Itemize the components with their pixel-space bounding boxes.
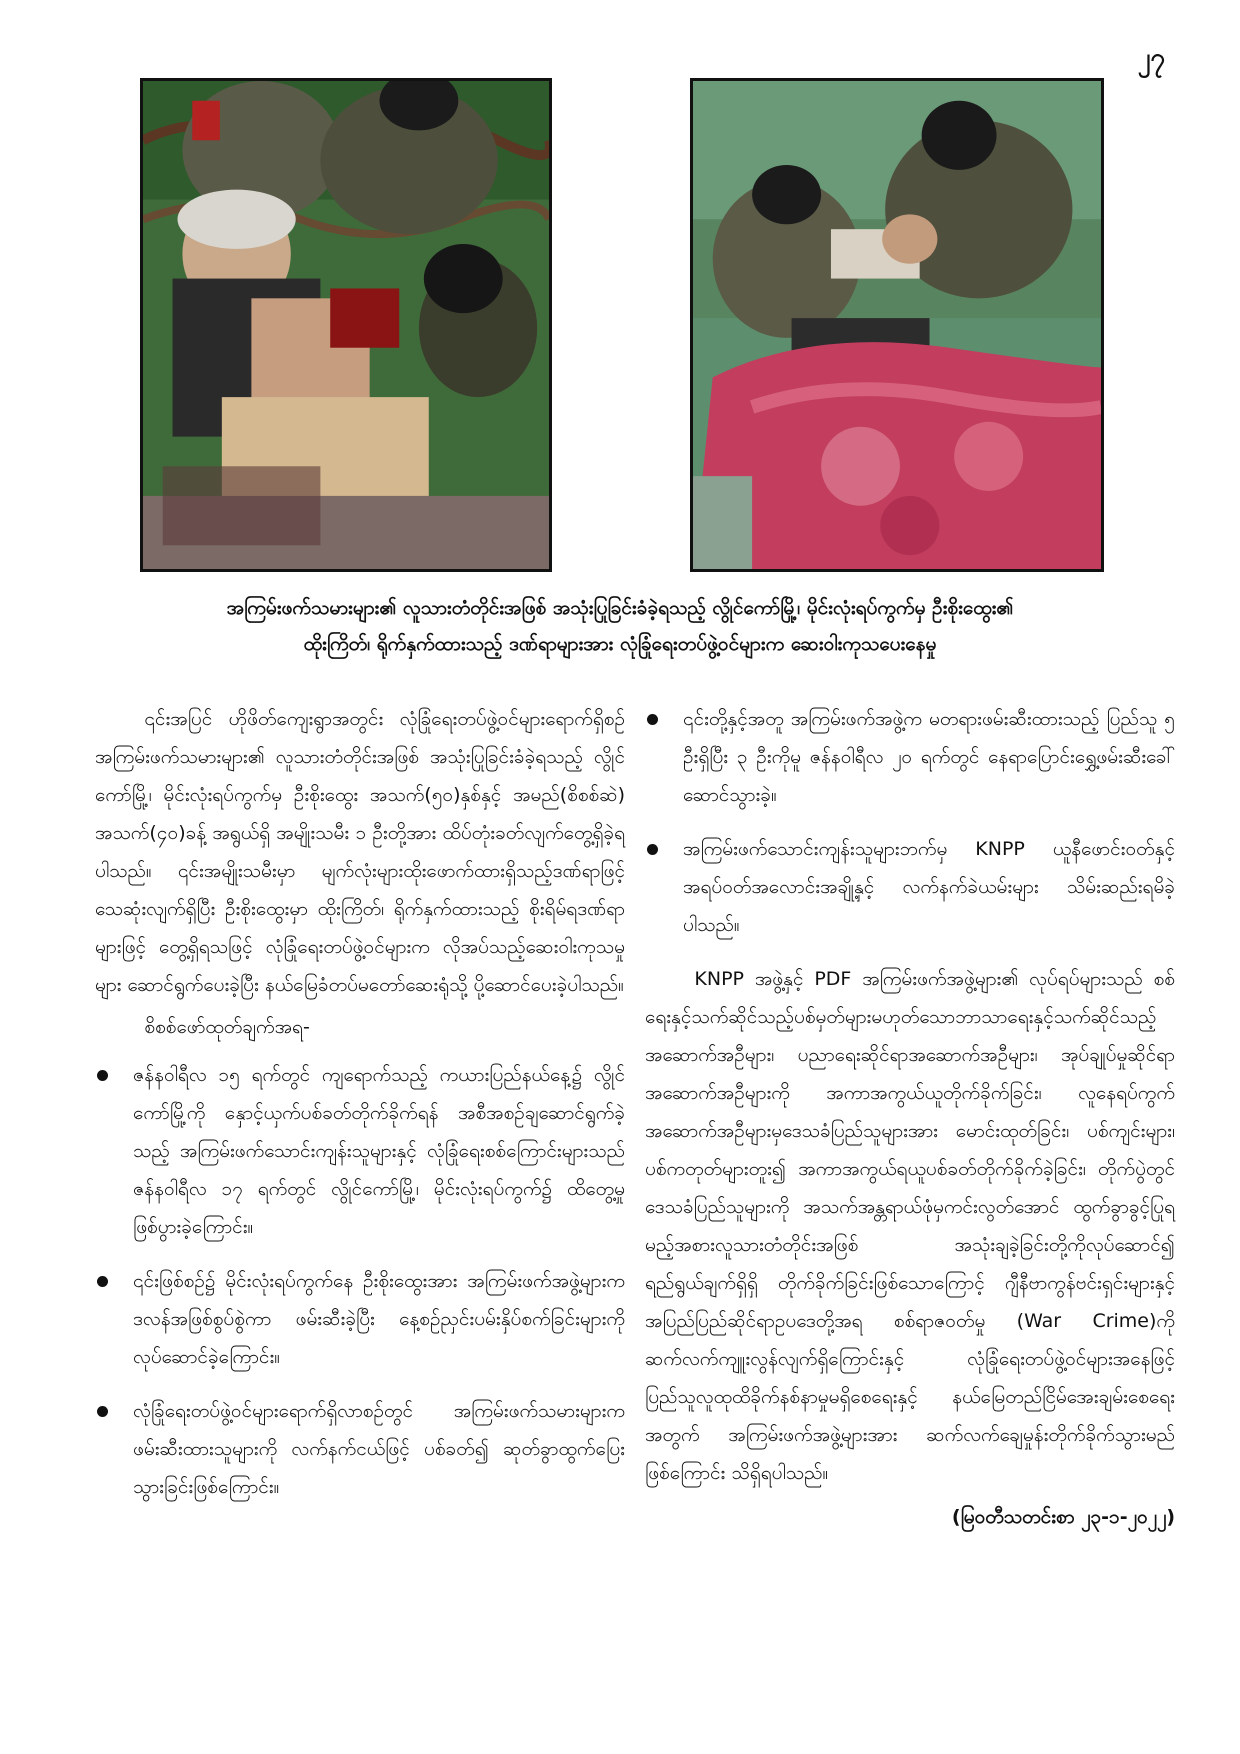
list-item: ဇန်နဝါရီလ ၁၅ ရက်တွင် ကျရောက်သည့် ကယားပြည်နယ်နေ့၌ လွိုင်ကော်မြို့ကို နှောင့်ယှက်ပစ်ခတ်တိုက်ခိုက်ရန် အစီအစဉ်ချဆောင်ရွက်ခဲ့သည့် အကြမ်းဖက်သောင်းကျန်းသူများနှင့် လုံခြုံရေးစစ်ကြောင်းများသည် ဇန်နဝါရီလ ၁၇ ရက်တွင် လွိုင်ကော်မြို့၊ မိုင်းလုံးရပ်ကွက်၌ ထိတွေ့မှုဖြစ်ပွားခဲ့ကြောင်း။ xyxy=(95,1056,625,1246)
list-item: ၎င်းတို့နှင့်အတူ အကြမ်းဖက်အဖွဲ့က မတရားဖမ်းဆီးထားသည့် ပြည်သူ ၅ ဦးရှိပြီး ၃ ဦးကိုမူ ဇန်နဝါရီလ ၂၀ ရက်တွင် နေရာပြောင်းရွှေ့ဖမ်းဆီးခေါ်ဆောင်သွားခဲ့။ xyxy=(645,700,1175,814)
photo-elderly-man-army-medics xyxy=(140,78,552,572)
findings-heading: စိစစ်ဖော်ထုတ်ချက်အရ- xyxy=(144,1016,310,1038)
findings-list xyxy=(95,1056,625,1506)
bullet-icon xyxy=(97,1276,108,1287)
caption-line-2: ထိုးကြိတ်၊ ရိုက်နှက်ထားသည့် ဒဏ်ရာများအား လုံခြုံရေးတပ်ဖွဲ့ဝင်များက ဆေးဝါးကုသပေးနေမှု xyxy=(303,633,937,655)
page-number: ၂၇ xyxy=(1137,43,1165,73)
bullet-icon xyxy=(647,844,658,855)
photo-caption xyxy=(90,590,1150,662)
right-column xyxy=(645,700,1175,1536)
list-item: အကြမ်းဖက်သောင်းကျန်းသူများဘက်မှ KNPP ယူနီဖောင်းဝတ်နှင့် အရပ်ဝတ်အလောင်းအချို့နှင့် လက်နက်ခဲယမ်းများ သိမ်းဆည်းရမိခဲ့ပါသည်။ xyxy=(645,830,1175,944)
list-item: လုံခြုံရေးတပ်ဖွဲ့ဝင်များရောက်ရှိလာစဉ်တွင် အကြမ်းဖက်သမားများက ဖမ်းဆီးထားသူများကို လက်နက်ငယ်ဖြင့် ပစ်ခတ်၍ ဆုတ်ခွာထွက်ပြေးသွားခြင်းဖြစ်ကြောင်း။ xyxy=(95,1392,625,1506)
left-column xyxy=(95,700,625,1522)
bullet-icon xyxy=(97,1406,108,1417)
conclusion-paragraph: KNPP အဖွဲ့နှင့် PDF အကြမ်းဖက်အဖွဲ့များ၏ လုပ်ရပ်များသည် စစ်ရေးနှင့်သက်ဆိုင်သည့်ပစ်မှတ်များမဟုတ်သောဘာသာရေးနှင့်သက်ဆိုင်သည့် အဆောက်အဦများ၊ ပညာရေးဆိုင်ရာအဆောက်အဦများ၊ အုပ်ချုပ်မှုဆိုင်ရာအဆောက်အဦများကို အကာအကွယ်ယူတိုက်ခိုက်ခြင်း၊ လူနေရပ်ကွက်အဆောက်အဦများမှဒေသခံပြည်သူများအား မောင်းထုတ်ခြင်း၊ ပစ်ကျင်းများ၊ ပစ်ကတုတ်များတူး၍ အကာအကွယ်ရယူပစ်ခတ်တိုက်ခိုက်ခဲ့ခြင်း၊ တိုက်ပွဲတွင် ဒေသခံပြည်သူများကို အသက်အန္တရာယ်ဖုံမှကင်းလွတ်အောင် ထွက်ခွာခွင့်ပြုရမည့်အစားလူသားတံတိုင်းအဖြစ် အသုံးချခဲ့ခြင်းတို့ကိုလုပ်ဆောင်၍ ရည်ရွယ်ချက်ရှိရှိ တိုက်ခိုက်ခြင်းဖြစ်သောကြောင့် ဂျီနီဗာကွန်ဗင်းရှင်းများနှင့် အပြည်ပြည်ဆိုင်ရာဥပဒေတို့အရ စစ်ရာဇဝတ်မှု (War Crime)ကို ဆက်လက်ကျူးလွန်လျက်ရှိကြောင်းနှင့် လုံခြုံရေးတပ်ဖွဲ့ဝင်များအနေဖြင့် ပြည်သူလူထုထိခိုက်နစ်နာမှုမရှိစေရေးနှင့် နယ်မြေတည်ငြိမ်အေးချမ်းစေရေးအတွက် အကြမ်းဖက်အဖွဲ့များအား ဆက်လက်ချေမှုန်းတိုက်ခိုက်သွားမည်ဖြစ်ကြောင်း သိရှိရပါသည်။ xyxy=(645,968,1175,1484)
findings-list-continued xyxy=(645,700,1175,944)
bullet-icon xyxy=(647,714,658,725)
bullet-icon xyxy=(97,1070,108,1081)
list-item: ၎င်းဖြစ်စဉ်၌ မိုင်းလုံးရပ်ကွက်နေ ဦးစိုးထွေးအား အကြမ်းဖက်အဖွဲ့များက ဒလန်အဖြစ်စွပ်စွဲကာ ဖမ်းဆီးခဲ့ပြီး နေ့စဉ်ညှင်းပမ်းနှိပ်စက်ခြင်းများကို လုပ်ဆောင်ခဲ့ကြောင်း။ xyxy=(95,1262,625,1376)
intro-paragraph: ၎င်းအပြင် ဟိုဖိတ်ကျေးရွာအတွင်း လုံခြုံရေးတပ်ဖွဲ့ဝင်များရောက်ရှိစဉ် အကြမ်းဖက်သမားများ၏ လူသားတံတိုင်းအဖြစ် အသုံးပြုခြင်းခံခဲ့ရသည့် လွိုင်ကော်မြို့၊ မိုင်းလုံးရပ်ကွက်မှ ဦးစိုးထွေး အသက်(၅၀)နှစ်နှင့် အမည်(စိစစ်ဆဲ) အသက်(၄၀)ခန့် အရွယ်ရှိ အမျိုးသမီး ၁ ဦးတို့အား ထိပ်တုံးခတ်လျက်တွေ့ရှိခဲ့ရပါသည်။ ၎င်းအမျိုးသမီးမှာ မျက်လုံးများထိုးဖောက်ထားရှိသည့်ဒဏ်ရာဖြင့် သေဆုံးလျက်ရှိပြီး ဦးစိုးထွေးမှာ ထိုးကြိတ်၊ ရိုက်နှက်ထားသည့် စိုးရိမ်ရဒဏ်ရာများဖြင့် တွေ့ရှိရသဖြင့် လုံခြုံရေးတပ်ဖွဲ့ဝင်များက လိုအပ်သည့်ဆေးဝါးကုသမှုများ ဆောင်ရွက်ပေးခဲ့ပြီး နယ်မြေခံတပ်မတော်ဆေးရုံသို့ ပို့ဆောင်ပေးခဲ့ပါသည်။ xyxy=(95,708,625,996)
photo-bedridden-man-army-medics xyxy=(690,78,1104,572)
source-citation: (မြဝတီသတင်းစာ ၂၃-၁-၂၀၂၂) xyxy=(951,1506,1175,1528)
caption-line-1: အကြမ်းဖက်သမားများ၏ လူသားတံတိုင်းအဖြစ် အသုံးပြုခြင်းခံခဲ့ရသည့် လွိုင်ကော်မြို့၊ မိုင်းလုံးရပ်ကွက်မှ ဦးစိုးထွေး၏ xyxy=(226,597,1014,619)
